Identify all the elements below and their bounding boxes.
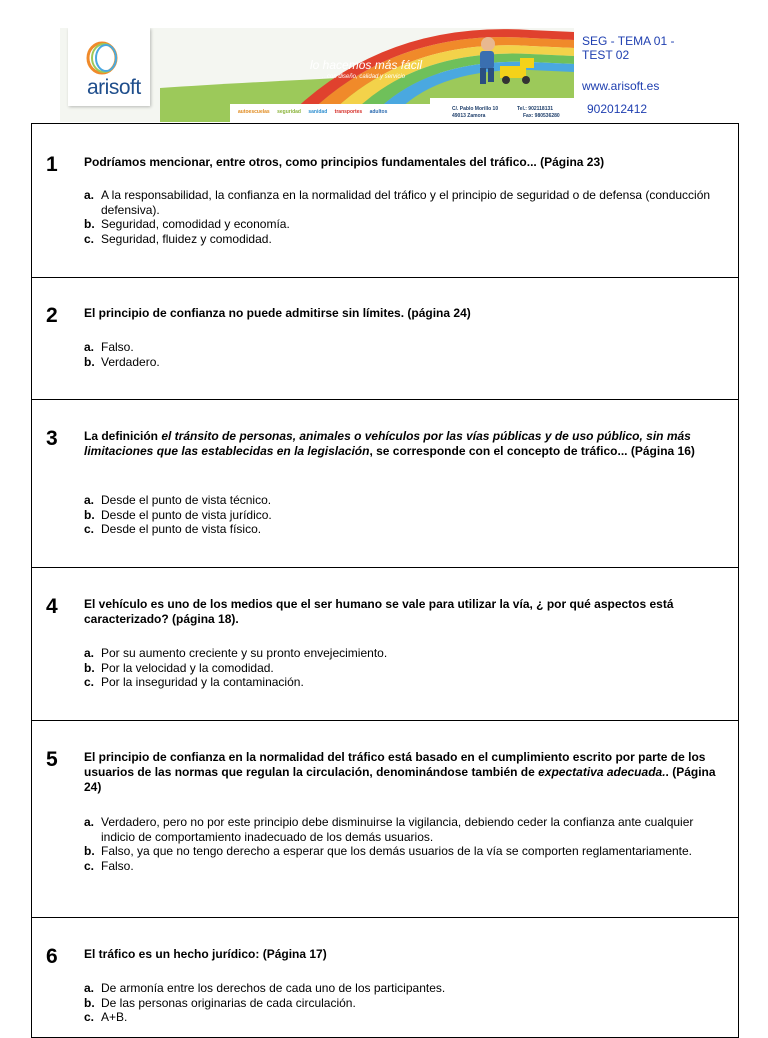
option-letter: b.: [84, 507, 95, 522]
option-text: De armonía entre los derechos de cada uno de los participantes.: [101, 981, 446, 995]
option-letter: c.: [84, 231, 95, 246]
option-text: Falso, ya que no tengo derecho a esperar que los demás usuarios de la vía se comporten reglamentariamente.: [101, 844, 693, 858]
slogan-sub: ...con diseño, calidad y servicio: [322, 74, 406, 80]
option-letter: b.: [84, 995, 95, 1010]
option-text: Desde el punto de vista jurídico.: [101, 507, 272, 522]
answer-options: [84, 340, 720, 369]
answer-option[interactable]: [84, 661, 720, 676]
question-box: [31, 720, 739, 918]
question-text-part: La definición: [84, 429, 162, 443]
answer-option[interactable]: [84, 340, 720, 355]
answer-option[interactable]: [84, 232, 720, 247]
slogan: lo hacemos más fácil: [310, 58, 423, 72]
answer-option[interactable]: [84, 508, 720, 523]
question-number: 2: [46, 304, 58, 327]
category-item: sanidad: [308, 109, 328, 115]
question-box: [31, 276, 739, 400]
question-box: [31, 567, 739, 721]
answer-options: [84, 815, 720, 873]
option-text: A la responsabilidad, la confianza en la normalidad del tráfico y el principio de seguridad o de defensa (conducción defensiva).: [101, 188, 711, 217]
fax: Fax: 980536280: [523, 113, 560, 119]
answer-option[interactable]: [84, 355, 720, 370]
option-text: Por la velocidad y la comodidad.: [101, 660, 274, 675]
test-title: [582, 34, 674, 62]
category-item: adultos: [369, 109, 388, 115]
question-number: 5: [46, 748, 58, 771]
question-text: [84, 306, 720, 321]
question-text: [84, 597, 720, 627]
option-letter: b.: [84, 844, 95, 858]
question-number: 4: [46, 595, 58, 618]
phone: Tel.: 902118131: [517, 106, 554, 112]
option-text: Seguridad, fluidez y comodidad.: [101, 231, 272, 246]
question-text-part: El principio de confianza en la normalidad del tráfico está basado en el cumplimiento escrito por parte de los usuarios de las normas que regulan la circulación, denominándose también de: [84, 750, 706, 779]
option-text: Falso.: [101, 858, 134, 873]
answer-options: [84, 981, 720, 1025]
option-text: Falso.: [101, 340, 134, 354]
address: [452, 106, 498, 120]
answer-option[interactable]: [84, 675, 720, 690]
option-letter: c.: [84, 522, 95, 536]
question-box: [31, 123, 739, 278]
option-text: De las personas originarias de cada circulación.: [101, 995, 356, 1010]
option-text: Por su aumento creciente y su pronto envejecimiento.: [101, 646, 388, 660]
question-text-part: Podríamos mencionar, entre otros, como principios fundamentales del tráfico... (Página 23): [84, 155, 605, 169]
answer-option[interactable]: [84, 188, 720, 217]
option-letter: a.: [84, 340, 95, 354]
header-banner: [60, 28, 574, 122]
option-letter: a.: [84, 188, 95, 202]
option-letter: b.: [84, 660, 95, 675]
address-line: 49013 Zamora: [452, 113, 486, 119]
option-text: Seguridad, comodidad y economía.: [101, 217, 290, 231]
question-text-part: , se corresponde con el concepto de tráfico... (Página 16): [369, 444, 695, 458]
option-text: Verdadero, pero no por este principio debe disminuirse la vigilancia, debiendo ceder la confianza ante cualquier indicio de comportamiento inadecuado de los demás usuarios.: [101, 815, 694, 844]
question-text-part: expectativa adecuada.: [538, 765, 666, 779]
answer-option[interactable]: [84, 859, 720, 874]
option-letter: a.: [84, 646, 95, 660]
question-text-part: El tráfico es un hecho jurídico: (Página 17): [84, 947, 327, 961]
question-number: 6: [46, 945, 58, 968]
option-text: Desde el punto de vista técnico.: [101, 493, 272, 507]
option-text: Verdadero.: [101, 354, 160, 369]
option-text: A+B.: [101, 1010, 128, 1024]
option-letter: a.: [84, 815, 95, 829]
question-number: 1: [46, 153, 58, 176]
question-text-part: El vehículo es uno de los medios que el ser humano se vale para utilizar la vía, ¿ por qué aspectos está caracterizado? (página 18).: [84, 597, 674, 626]
option-text: Por la inseguridad y la contaminación.: [101, 675, 304, 689]
answer-option[interactable]: [84, 815, 720, 844]
category-item: autoescuelas: [238, 109, 270, 115]
option-letter: c.: [84, 1010, 95, 1024]
logo-text: arisoft: [87, 76, 141, 99]
answer-options: [84, 493, 720, 537]
answer-option[interactable]: [84, 844, 720, 859]
category-list: [238, 109, 393, 115]
answer-options: [84, 188, 720, 246]
address-line: C/. Pablo Morillo 10: [452, 106, 499, 112]
website-link[interactable]: www.arisoft.es: [582, 79, 660, 93]
test-title-line: TEST 02: [582, 48, 630, 62]
option-letter: a.: [84, 981, 95, 995]
option-letter: c.: [84, 858, 95, 873]
phone-number: 902012412: [587, 102, 648, 116]
option-letter: b.: [84, 217, 95, 231]
answer-option[interactable]: [84, 646, 720, 661]
option-letter: a.: [84, 493, 95, 507]
answer-option[interactable]: [84, 981, 720, 996]
contact: [517, 106, 560, 120]
question-text: [84, 947, 720, 962]
question-text-part: El principio de confianza no puede admitirse sin límites. (página 24): [84, 306, 471, 320]
answer-option[interactable]: [84, 1010, 720, 1025]
answer-options: [84, 646, 720, 690]
question-box: [31, 399, 739, 568]
question-text: [84, 155, 720, 170]
question-text: [84, 429, 720, 459]
answer-option[interactable]: [84, 996, 720, 1011]
option-text: Desde el punto de vista físico.: [101, 522, 262, 536]
answer-option[interactable]: [84, 522, 720, 537]
category-item: transportes: [334, 109, 363, 115]
answer-option[interactable]: [84, 217, 720, 232]
question-box: [31, 917, 739, 1038]
category-item: seguridad: [277, 109, 301, 115]
answer-option[interactable]: [84, 493, 720, 508]
question-text-part: el tránsito de personas, animales o vehículos por las vías públicas y de uso público, sin más limitaciones que las establecidas en la legislación: [84, 429, 691, 458]
test-title-line: SEG - TEMA 01 -: [582, 34, 675, 48]
question-text-part: . (Página 24): [84, 765, 716, 794]
option-letter: b.: [84, 354, 95, 369]
question-number: 3: [46, 427, 58, 450]
option-letter: c.: [84, 675, 95, 689]
question-text: [84, 750, 720, 795]
